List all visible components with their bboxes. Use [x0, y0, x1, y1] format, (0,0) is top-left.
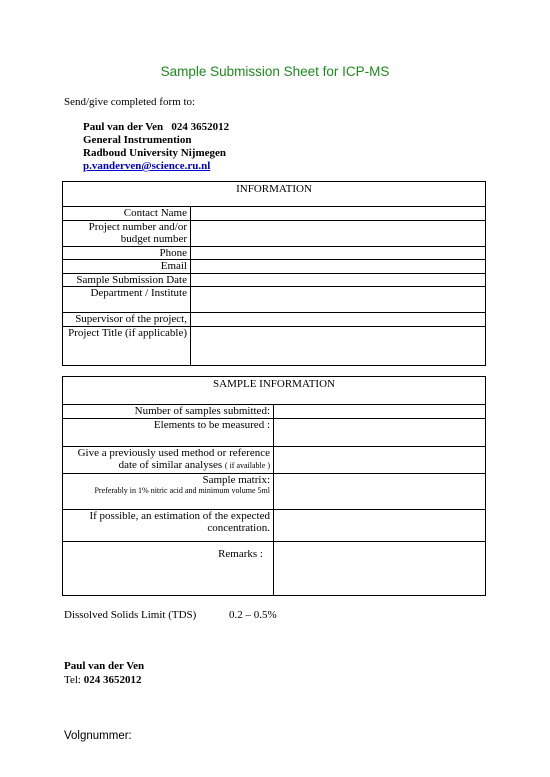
- intro-text: Send/give completed form to:: [64, 96, 196, 108]
- row-label-elements: Elements to be measured :: [63, 418, 274, 446]
- footer-tel: [64, 673, 144, 687]
- field-email[interactable]: [191, 260, 486, 274]
- field-num-samples[interactable]: [274, 405, 486, 419]
- row-label-email: Email: [63, 260, 191, 274]
- field-contact-name[interactable]: [191, 207, 486, 221]
- sample-information-table: [62, 376, 486, 596]
- method-reference-note: ( if available ): [224, 461, 270, 470]
- contact-university: Radboud University Nijmegen: [83, 147, 227, 159]
- information-table: [62, 181, 486, 366]
- volgnummer-label: Volgnummer:: [64, 730, 132, 742]
- footer-tel-value: 024 3652012: [83, 674, 142, 686]
- field-elements[interactable]: [274, 418, 486, 446]
- field-submission-date[interactable]: [191, 273, 486, 287]
- field-project-title[interactable]: [191, 326, 486, 365]
- row-label-submission-date: Sample Submission Date: [63, 273, 191, 287]
- contact-block: [83, 121, 229, 173]
- row-label-method-reference: [63, 446, 274, 473]
- field-project-number[interactable]: [191, 220, 486, 246]
- footer-name: Paul van der Ven: [64, 660, 145, 672]
- tds-line: [64, 609, 277, 621]
- footer-tel-label: Tel:: [64, 674, 81, 686]
- field-concentration[interactable]: [274, 509, 486, 541]
- row-label-remarks: Remarks :: [63, 541, 274, 595]
- row-label-supervisor: Supervisor of the project,: [63, 313, 191, 327]
- field-department[interactable]: [191, 287, 486, 313]
- page-title: Sample Submission Sheet for ICP-MS: [160, 64, 390, 79]
- field-method-reference[interactable]: [274, 446, 486, 473]
- row-label-project-number: Project number and/or budget number: [63, 220, 191, 246]
- row-label-num-samples: Number of samples submitted:: [63, 405, 274, 419]
- field-phone[interactable]: [191, 246, 486, 260]
- row-label-department: Department / Institute: [63, 287, 191, 313]
- row-label-contact-name: Contact Name: [63, 207, 191, 221]
- row-label-concentration: If possible, an estimation of the expected concentration.: [63, 509, 274, 541]
- field-sample-matrix[interactable]: [274, 473, 486, 509]
- row-label-sample-matrix: [63, 473, 274, 509]
- row-label-phone: Phone: [63, 246, 191, 260]
- information-header: INFORMATION: [63, 182, 486, 207]
- tds-label: Dissolved Solids Limit (TDS): [64, 609, 197, 621]
- field-remarks[interactable]: [274, 541, 486, 595]
- sample-information-header: SAMPLE INFORMATION: [63, 377, 486, 405]
- field-supervisor[interactable]: [191, 313, 486, 327]
- row-label-project-title: Project Title (if applicable): [63, 326, 191, 365]
- method-reference-text: Give a previously used method or reference date of similar analyses: [77, 446, 270, 471]
- footer-contact: [64, 659, 144, 687]
- tds-value: 0.2 – 0.5%: [229, 609, 277, 621]
- contact-department: General Instrumention: [83, 134, 192, 146]
- sample-matrix-note: Preferably in 1% nitric acid and minimum volume 5ml: [94, 486, 270, 495]
- contact-email-link[interactable]: p.vanderven@science.ru.nl: [83, 160, 211, 172]
- sample-matrix-text: Sample matrix:: [202, 473, 270, 486]
- contact-name-phone: Paul van der Ven 024 3652012: [83, 121, 230, 133]
